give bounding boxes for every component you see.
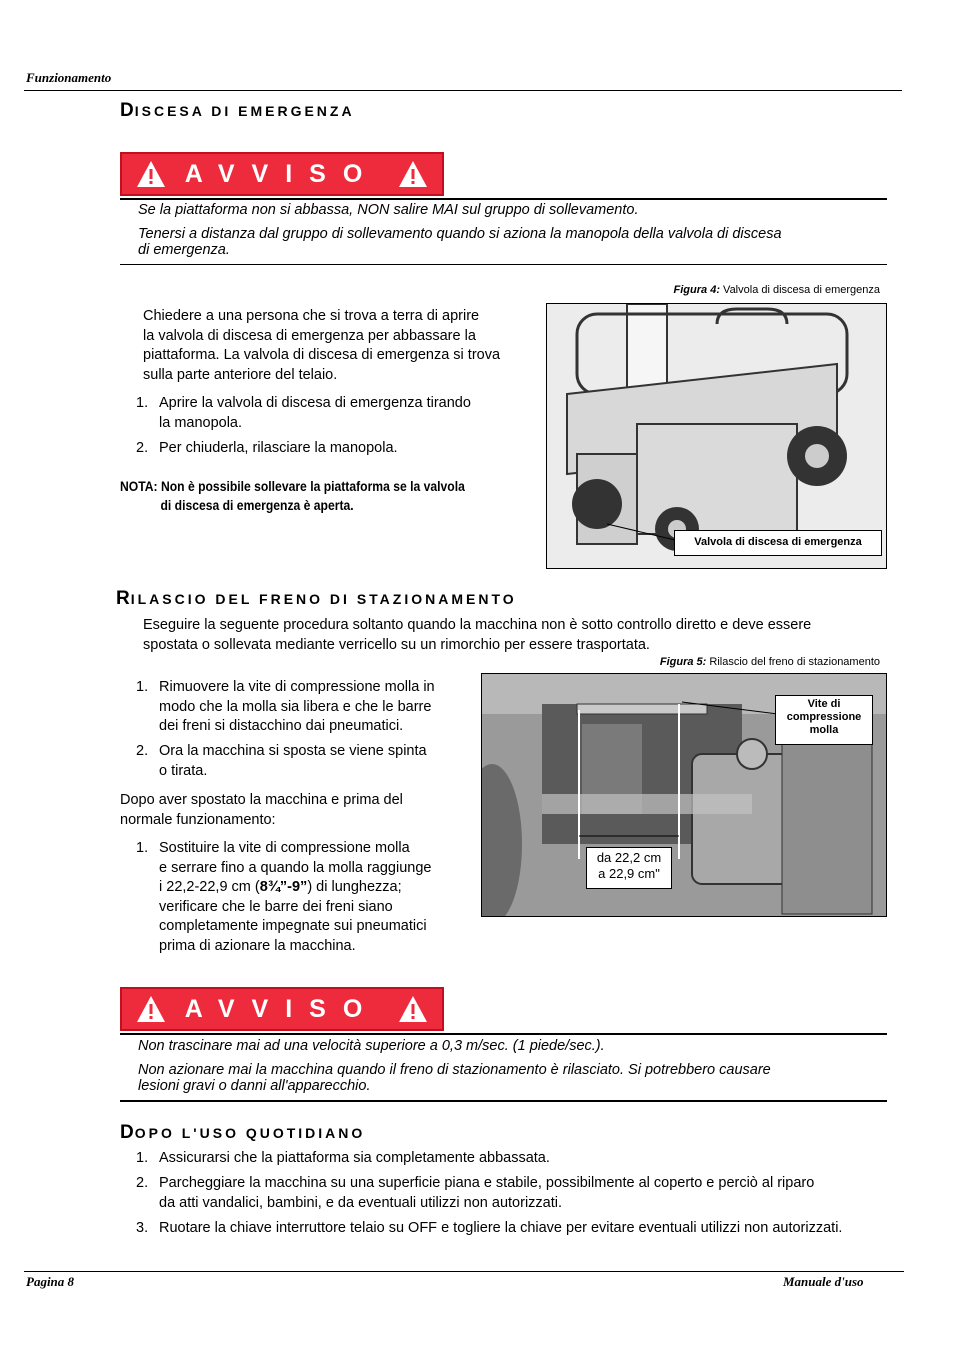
warning-text-3: lesioni gravi o danni all'apparecchio. bbox=[138, 1078, 371, 1094]
list-number: 3. bbox=[136, 1220, 149, 1236]
figure-4-caption: Figura 4: Valvola di discesa di emergenza bbox=[673, 284, 880, 296]
section-heading-brake: RILASCIO DEL FRENO DI STAZIONAMENTO bbox=[116, 588, 517, 609]
section-heading-daily: DOPO L'USO QUOTIDIANO bbox=[120, 1122, 366, 1143]
warning-triangle-icon bbox=[398, 994, 428, 1024]
list-number: 2. bbox=[136, 743, 149, 759]
warning-triangle-icon bbox=[398, 159, 428, 189]
warning-text-2: Tenersi a distanza dal gruppo di sollevamento quando si aziona la manopola della valvola di discesa bbox=[138, 226, 782, 242]
header-section: Funzionamento bbox=[26, 70, 112, 85]
figure-5-image bbox=[481, 673, 887, 917]
list-item: Aprire la valvola di discesa di emergenza tirando la manopola. bbox=[159, 395, 471, 431]
brake-intro: Eseguire la seguente procedura soltanto quando la macchina non è sotto controllo diretto e deve essere spostata o sollevata mediante verricello su un rimorchio per essere trasportata. bbox=[143, 617, 812, 653]
figure-4-image bbox=[546, 303, 887, 569]
warning-text-1: Non trascinare mai ad una velocità superiore a 0,3 m/sec. (1 piede/sec.). bbox=[138, 1038, 605, 1054]
warning-triangle-icon bbox=[136, 994, 166, 1024]
list-number: 1. bbox=[136, 679, 149, 695]
warning-rule-bottom bbox=[120, 264, 887, 265]
list-number: 1. bbox=[136, 840, 149, 856]
list-number: 1. bbox=[136, 1150, 149, 1166]
section-heading-emergency: DISCESA DI EMERGENZA bbox=[120, 100, 355, 121]
list-item: Per chiuderla, rilasciare la manopola. bbox=[159, 440, 398, 456]
intro-paragraph: Chiedere a una persona che si trova a terra di aprire la valvola di discesa di emergenza per abbassare la piattaforma. La valvola di discesa di emergenza si trova sulla parte anteriore del telaio. bbox=[143, 308, 501, 383]
warning-banner-1 bbox=[120, 152, 444, 196]
callout-valve: Valvola di discesa di emergenza bbox=[674, 530, 882, 556]
list-item: Ruotare la chiave interruttore telaio su OFF e togliere la chiave per evitare eventuali utilizzi non autorizzati. bbox=[159, 1220, 843, 1236]
warning-text-1: Se la piattaforma non si abbassa, NON salire MAI sul gruppo di sollevamento. bbox=[138, 202, 639, 218]
warning-rule-top bbox=[120, 1033, 887, 1035]
list-item: Parcheggiare la macchina su una superficie piana e stabile, possibilmente al coperto e perciò al riparo da atti vandalici, bambini, e da eventuali utilizzi non autorizzati. bbox=[159, 1175, 815, 1211]
list-item: Sostituire la vite di compressione molla e serrare fino a quando la molla raggiunge i 22,2-22,9 cm (8¾”-9”) di lunghezza; verificare che le barre dei freni siano completamente impegnate sui pneumatici prima di azionare la macchina. bbox=[159, 840, 432, 954]
note: NOTA: Non è possibile sollevare la piattaforma se la valvola di discesa di emergenza è aperta. bbox=[120, 479, 465, 513]
list-number: 1. bbox=[136, 395, 149, 411]
footer-manual: Manuale d'uso bbox=[783, 1274, 864, 1289]
warning-label: AVVISO bbox=[184, 159, 380, 188]
warning-label: AVVISO bbox=[184, 994, 380, 1023]
figure-5-caption: Figura 5: Rilascio del freno di stazionamento bbox=[659, 656, 880, 668]
list-number: 2. bbox=[136, 1175, 149, 1191]
list-item: Rimuovere la vite di compressione molla in modo che la molla sia libera e che le barre dei freni si distacchino dai pneumatici. bbox=[159, 679, 435, 734]
list-item: Ora la macchina si sposta se viene spinta o tirata. bbox=[159, 743, 427, 779]
warning-rule-bottom bbox=[120, 1100, 887, 1102]
callout-screw: Vite di compressione molla bbox=[775, 695, 873, 745]
warning-text-2: Non azionare mai la macchina quando il freno di stazionamento è rilasciato. Si potrebbero causare bbox=[138, 1062, 771, 1078]
warning-banner-2 bbox=[120, 987, 444, 1031]
list-item: Assicurarsi che la piattaforma sia completamente abbassata. bbox=[159, 1150, 550, 1166]
footer-page: Pagina 8 bbox=[26, 1274, 75, 1289]
warning-text-3: di emergenza. bbox=[138, 242, 230, 258]
after-paragraph: Dopo aver spostato la macchina e prima del normale funzionamento: bbox=[120, 792, 403, 828]
warning-rule-top bbox=[120, 198, 887, 200]
footer-rule bbox=[24, 1271, 904, 1272]
warning-triangle-icon bbox=[136, 159, 166, 189]
callout-length: da 22,2 cm a 22,9 cm" bbox=[586, 847, 672, 889]
header-rule bbox=[24, 90, 902, 91]
list-number: 2. bbox=[136, 440, 149, 456]
